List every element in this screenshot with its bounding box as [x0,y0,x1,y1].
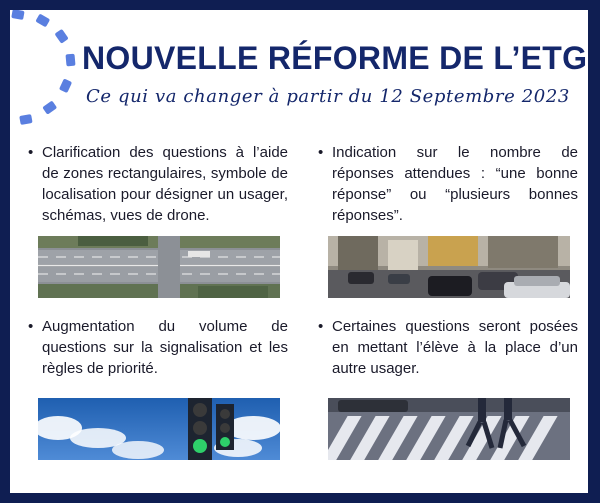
item-text: • Clarification des questions à l’aide de zones rectangulaires, symbole de localisation pour désigner un usager, schémas, vues de drone. [28,144,288,224]
photo-drone-road [38,236,280,298]
bullet-icon: • [318,144,324,161]
page-title: NOUVELLE RÉFORME DE L’ETG [82,40,588,76]
item-text: • Augmentation du volume de questions sur la signalisation et les règles de priorité. [28,318,288,377]
info-item-zones [28,142,288,226]
bullet-icon: • [318,318,324,335]
decorative-dashed-arc [10,10,90,140]
bullet-icon: • [28,318,34,335]
photo-traffic-light [38,398,280,460]
page-subtitle: Ce qui va changer à partir du 12 Septembre 2023 [86,86,570,107]
bullet-icon: • [28,144,34,161]
info-item-signalisation [28,316,288,379]
photo-pedestrian-crossing [328,398,570,460]
item-text: • Indication sur le nombre de réponses attendues : “une bonne réponse” ou “plusieurs bonnes réponses”. [318,144,578,224]
info-item-autre-usager [318,316,578,379]
item-text: • Certaines questions seront posées en mettant l’élève à la place d’un autre usager. [318,318,578,377]
info-item-reponses [318,142,578,226]
photo-city-traffic [328,236,570,298]
infographic-card [10,10,588,493]
